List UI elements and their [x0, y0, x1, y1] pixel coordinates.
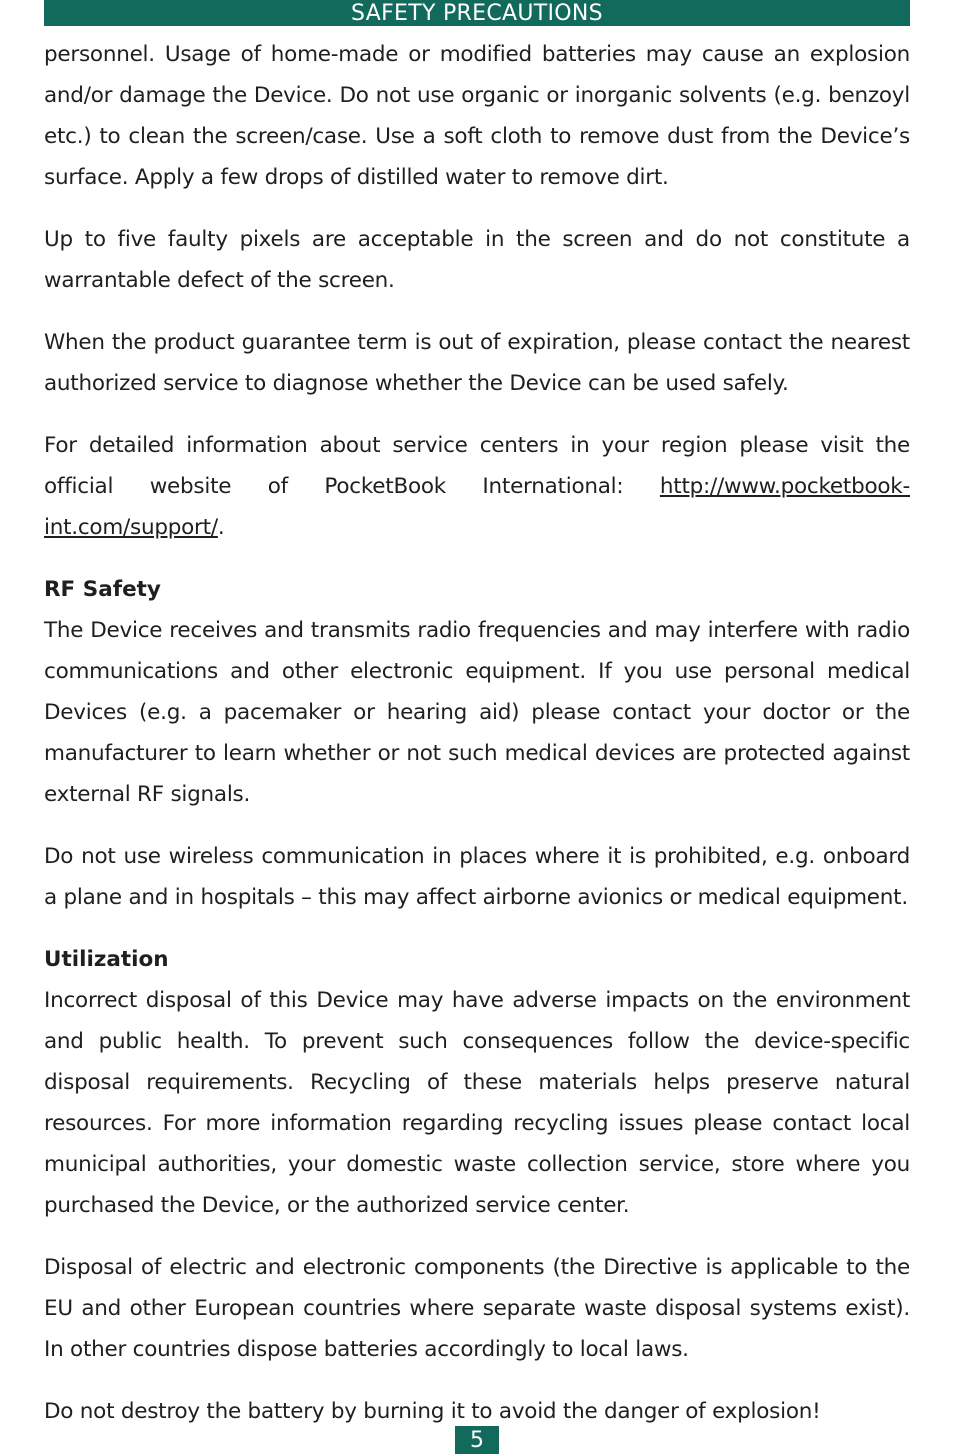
paragraph-battery-burning: Do not destroy the battery by burning it to avoid the danger of explosion!	[44, 1399, 821, 1424]
paragraph-rf-interference: The Device receives and transmits radio frequencies and may interfere with radio communications and other electronic equipment. If you use personal medical Devices (e.g. a pacemaker or hearing aid) please contact your doctor or the manufacturer to learn whether or not such medical devices are protected against external RF signals.	[44, 618, 910, 807]
paragraph-guarantee-term: When the product guarantee term is out of expiration, please contact the nearest authorized service to diagnose whether the Device can be used safely.	[44, 330, 910, 396]
paragraph-electronic-disposal: Disposal of electric and electronic components (the Directive is applicable to the EU and other European countries where separate waste disposal systems exist). In other countries dispose batteries accordingly to local laws.	[44, 1255, 910, 1362]
support-link[interactable]: http://www.pocketbook-int.com/support/	[44, 474, 910, 540]
paragraph-faulty-pixels: Up to five faulty pixels are acceptable in the screen and do not constitute a warrantable defect of the screen.	[44, 227, 910, 293]
section-header: SAFETY PRECAUTIONS	[44, 0, 910, 26]
paragraph-battery-cleaning: personnel. Usage of home-made or modified batteries may cause an explosion and/or damage the Device. Do not use organic or inorganic solvents (e.g. benzoyl etc.) to clean the screen/case. Use a soft cloth to remove dust from the Device’s surface. Apply a few drops of distilled water to remove dirt.	[44, 42, 910, 190]
service-centers-period: .	[217, 515, 225, 540]
heading-rf-safety: RF Safety	[44, 577, 161, 602]
heading-utilization: Utilization	[44, 947, 169, 972]
service-centers-text: For detailed information about service centers in your region please visit the official website of PocketBook International:	[44, 433, 910, 499]
page-number: 5	[455, 1426, 499, 1454]
paragraph-wireless-prohibited: Do not use wireless communication in places where it is prohibited, e.g. onboard a plane and in hospitals – this may affect airborne avionics or medical equipment.	[44, 844, 910, 910]
paragraph-disposal-impact: Incorrect disposal of this Device may have adverse impacts on the environment and public health. To prevent such consequences follow the device-specific disposal requirements. Recycling of these materials helps preserve natural resources. For more information regarding recycling issues please contact local municipal authorities, your domestic waste collection service, store where you purchased the Device, or the authorized service center.	[44, 988, 910, 1218]
paragraph-service-centers	[44, 425, 910, 548]
page-content	[44, 34, 910, 1432]
